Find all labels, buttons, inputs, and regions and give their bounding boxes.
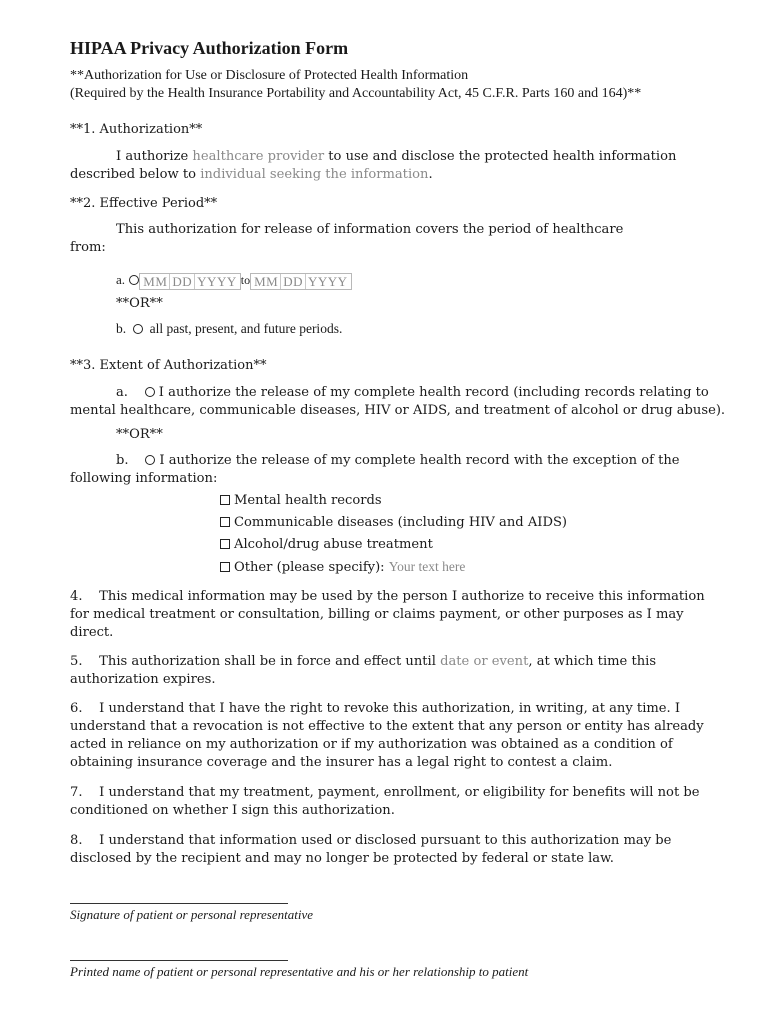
section1-line1: [116, 148, 676, 166]
section1-text: .: [428, 167, 433, 182]
item4-number: 4.: [70, 589, 83, 604]
extent-option-b-radio[interactable]: [145, 455, 155, 465]
option-a-label: a.: [116, 272, 126, 287]
exception-label: Mental health records: [234, 493, 382, 508]
exception-item: [220, 536, 433, 554]
exception-checkbox[interactable]: [220, 495, 230, 505]
item6-line3: acted in reliance on my authorization or if my authorization was obtained as a condition of: [70, 737, 673, 752]
date-to-day[interactable]: DD: [281, 274, 306, 289]
extent-option-a-line2: mental healthcare, communicable diseases, HIV or AIDS, and treatment of alcohol or drug abuse).: [70, 403, 726, 418]
item5-line1: [70, 653, 656, 671]
item6-line1: [70, 700, 680, 718]
item6-text: I understand that I have the right to revoke this authorization, in writing, at any time. I: [99, 701, 681, 716]
item6-line2: understand that a revocation is not effective to the extent that any person or entity has already: [70, 719, 704, 734]
date-from-year[interactable]: YYYY: [197, 274, 237, 289]
extent-option-b-text: I authorize the release of my complete health record with the exception of the: [159, 453, 680, 468]
item5-line2: authorization expires.: [70, 672, 216, 687]
item4-text: This medical information may be used by the person I authorize to receive this information: [99, 589, 705, 604]
signature-line[interactable]: [70, 903, 288, 904]
exception-item: [220, 558, 465, 577]
item5-number: 5.: [70, 654, 83, 669]
exception-item: [220, 514, 567, 532]
date-or-event-field[interactable]: date or event: [440, 654, 529, 669]
section2-heading: **2. Effective Period**: [70, 196, 218, 211]
form-subtitle-line2: (Required by the Health Insurance Portability and Accountability Act, 45 C.F.R. Parts 160 and 164)**: [70, 86, 642, 101]
section2-or-label: **OR**: [116, 296, 163, 311]
extent-option-a-label: a.: [116, 385, 128, 400]
section1-heading: **1. Authorization**: [70, 122, 203, 137]
section2-line1: This authorization for release of information covers the period of healthcare: [116, 222, 624, 237]
exception-label: Alcohol/drug abuse treatment: [234, 537, 433, 552]
date-from-day[interactable]: DD: [170, 274, 195, 289]
item7-line2: conditioned on whether I sign this authorization.: [70, 803, 395, 818]
document-page: [70, 0, 726, 1024]
signature-label: Signature of patient or personal representative: [70, 907, 313, 922]
item4-line3: direct.: [70, 625, 114, 640]
other-specify-field[interactable]: Your text here: [388, 559, 466, 574]
item8-number: 8.: [70, 833, 83, 848]
to-label: to: [240, 273, 251, 287]
section1-text: I authorize: [116, 149, 193, 164]
exception-item: [220, 492, 382, 510]
item6-number: 6.: [70, 701, 83, 716]
item6-line4: obtaining insurance coverage and the insurer has a legal right to contest a claim.: [70, 755, 613, 770]
extent-option-b-line2: following information:: [70, 471, 218, 486]
section1-text: described below to: [70, 167, 201, 182]
item5-text: This authorization shall be in force and effect until: [99, 654, 441, 669]
section2-line2: from:: [70, 240, 106, 255]
effective-period-option-b: [116, 321, 342, 337]
item5-text: , at which time this: [528, 654, 657, 669]
extent-option-b-line1: [116, 452, 680, 470]
extent-option-a-radio[interactable]: [145, 387, 155, 397]
section1-line2: [70, 166, 433, 184]
date-from-month[interactable]: MM: [141, 274, 170, 289]
item4-line2: for medical treatment or consultation, billing or claims payment, or other purposes as I may: [70, 607, 684, 622]
form-subtitle-line1: **Authorization for Use or Disclosure of Protected Health Information: [70, 68, 469, 83]
item7-number: 7.: [70, 785, 83, 800]
exception-label: Other (please specify):: [234, 560, 385, 575]
exception-checkbox[interactable]: [220, 517, 230, 527]
section1-text: to use and disclose the protected health information: [324, 149, 677, 164]
exception-label: Communicable diseases (including HIV and AIDS): [234, 515, 568, 530]
option-a-radio[interactable]: [129, 275, 139, 285]
item8-text: I understand that information used or disclosed pursuant to this authorization may be: [99, 833, 672, 848]
printed-name-line[interactable]: [70, 960, 288, 961]
effective-period-option-a: [116, 271, 352, 290]
healthcare-provider-field[interactable]: healthcare provider: [192, 149, 325, 164]
date-to-year[interactable]: YYYY: [307, 274, 348, 289]
item7-text: I understand that my treatment, payment, enrollment, or eligibility for benefits will not be: [99, 785, 700, 800]
item8-line2: disclosed by the recipient and may no longer be protected by federal or state law.: [70, 851, 614, 866]
item4-line1: [70, 588, 705, 606]
section3-or-label: **OR**: [116, 427, 163, 442]
recipient-field[interactable]: individual seeking the information: [200, 167, 429, 182]
extent-option-a-line1: [116, 384, 709, 402]
option-b-text: all past, present, and future periods.: [149, 321, 343, 336]
option-b-radio[interactable]: [133, 324, 143, 334]
item7-line1: [70, 784, 700, 802]
section3-heading: **3. Extent of Authorization**: [70, 358, 267, 373]
exception-checkbox[interactable]: [220, 539, 230, 549]
extent-option-a-text: I authorize the release of my complete health record (including records relating to: [158, 385, 709, 400]
option-b-label: b.: [116, 321, 127, 336]
date-to-month[interactable]: MM: [252, 274, 281, 289]
date-from-field[interactable]: [139, 273, 240, 290]
date-to-field[interactable]: [250, 273, 351, 290]
printed-name-label: Printed name of patient or personal representative and his or her relationship to patient: [70, 964, 529, 979]
extent-option-b-label: b.: [116, 453, 129, 468]
exception-checkbox[interactable]: [220, 562, 230, 572]
form-title: HIPAA Privacy Authorization Form: [70, 38, 349, 58]
item8-line1: [70, 832, 671, 850]
